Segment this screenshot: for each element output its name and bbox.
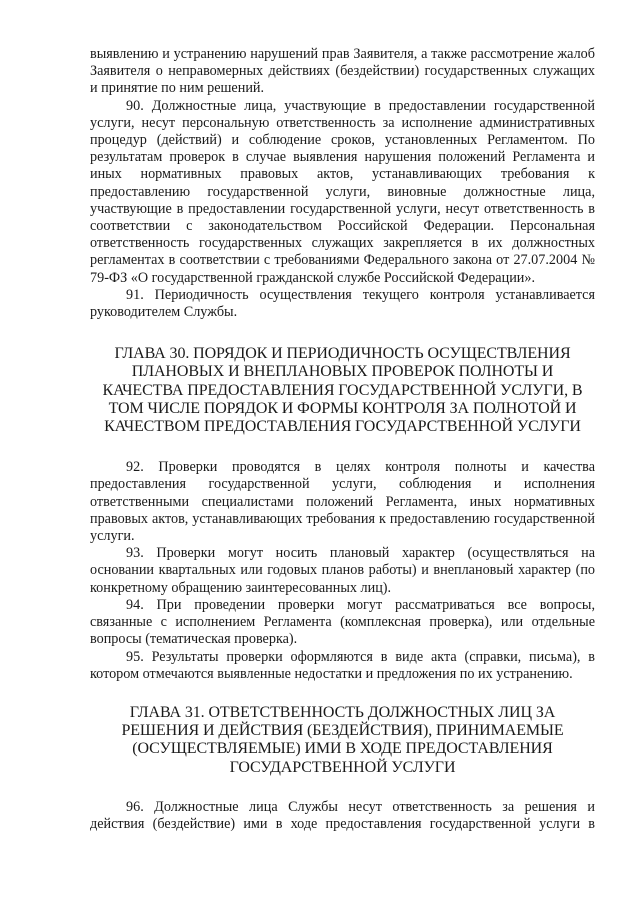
- paragraph-94: 94. При проведении проверки могут рассматриваться все вопросы, связанные с исполнением Регламента (комплексная проверка), или отдельные вопросы (тематическая проверка).: [90, 596, 595, 648]
- paragraph-92: 92. Проверки проводятся в целях контроля полноты и качества предоставления государственной услуги, соблюдения и исполнения ответственными специалистами положений Регламента, иных нормативных правовых актов, устанавливающих требования к предоставлению государственной услуги.: [90, 459, 595, 545]
- chapter-30-heading: ГЛАВА 30. ПОРЯДОК И ПЕРИОДИЧНОСТЬ ОСУЩЕСТВЛЕНИЯ ПЛАНОВЫХ И ВНЕПЛАНОВЫХ ПРОВЕРОК ПОЛНОТЫ И КАЧЕСТВА ПРЕДОСТАВЛЕНИЯ ГОСУДАРСТВЕННОЙ УСЛУГИ, В ТОМ ЧИСЛЕ ПОРЯДОК И ФОРМЫ КОНТРОЛЯ ЗА ПОЛНОТОЙ И КАЧЕСТВОМ ПРЕДОСТАВЛЕНИЯ ГОСУДАРСТВЕННОЙ УСЛУГИ: [102, 345, 583, 436]
- paragraph-96: 96. Должностные лица Службы несут ответственность за решения и действия (бездействие) ими в ходе предоставления государственной услуги в: [90, 798, 595, 832]
- paragraph-89-continuation: выявлению и устранению нарушений прав Заявителя, а также рассмотрение жалоб Заявителя о неправомерных действиях (бездействии) государственных служащих и принятие по ним решений.: [90, 46, 595, 97]
- document-page: [90, 46, 595, 833]
- paragraph-91: 91. Периодичность осуществления текущего контроля устанавливается руководителем Службы.: [90, 286, 595, 321]
- paragraph-90: 90. Должностные лица, участвующие в предоставлении государственной услуги, несут персональную ответственность за исполнение административных процедур (действий) и соблюдение сроков, установленных Регламентом. По результатам проверок в случае выявления нарушения положений Регламента и иных нормативных правовых актов, устанавливающих требования к предоставлению государственной услуги, виновные должностные лица, участвующие в предоставлении государственной услуги, несут ответственность в соответствии с законодательством Российской Федерации. Персональная ответственность государственных служащих закрепляется в их должностных регламентах в соответствии с требованиями Федерального закона от 27.07.2004 № 79-ФЗ «О государственной гражданской службе Российской Федерации».: [90, 97, 595, 286]
- chapter-31-heading: ГЛАВА 31. ОТВЕТСТВЕННОСТЬ ДОЛЖНОСТНЫХ ЛИЦ ЗА РЕШЕНИЯ И ДЕЙСТВИЯ (БЕЗДЕЙСТВИЯ), ПРИНИМАЕМЫЕ (ОСУЩЕСТВЛЯЕМЫЕ) ИМИ В ХОДЕ ПРЕДОСТАВЛЕНИЯ ГОСУДАРСТВЕННОЙ УСЛУГИ: [121, 703, 564, 776]
- paragraph-95: 95. Результаты проверки оформляются в виде акта (справки, письма), в котором отмечаются выявленные недостатки и предложения по их устранению.: [90, 648, 595, 682]
- paragraph-93: 93. Проверки могут носить плановый характер (осуществляться на основании квартальных или годовых планов работы) и внеплановый характер (по конкретному обращению заинтересованных лиц).: [90, 545, 595, 596]
